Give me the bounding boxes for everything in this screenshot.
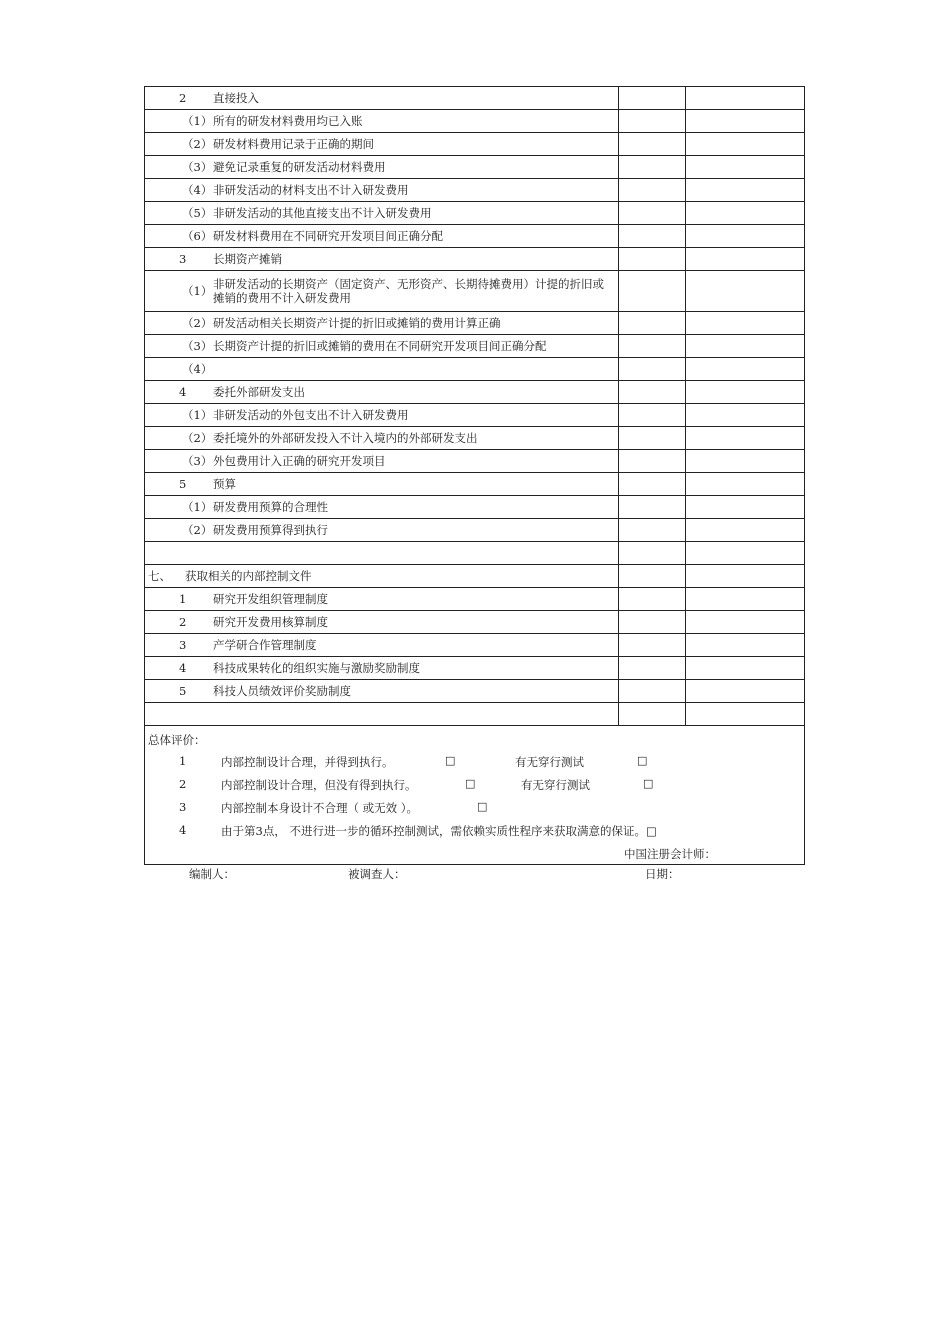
item-cell: [145, 87, 619, 110]
checklist-item: [145, 183, 618, 197]
checkbox[interactable]: □: [465, 777, 476, 790]
remark-cell: [686, 110, 805, 133]
remark-cell: [686, 271, 805, 312]
remark-cell: [686, 404, 805, 427]
item-index: （4）: [182, 183, 213, 197]
remark-cell: [686, 225, 805, 248]
section-number: 3: [179, 252, 187, 266]
cpa-signature-label: 中国注册会计师：: [624, 847, 716, 861]
result-cell: [619, 680, 686, 703]
result-cell: [619, 450, 686, 473]
item-cell: [145, 519, 619, 542]
result-cell: [619, 133, 686, 156]
checklist-item: [145, 523, 618, 537]
item-text: 研发活动相关长期资产计提的折旧或摊销的费用计算正确: [213, 316, 501, 330]
checklist-item: [145, 408, 618, 422]
checklist-item: [145, 362, 618, 376]
item-cell: [145, 358, 619, 381]
item-cell: [145, 133, 619, 156]
section-number: 2: [179, 91, 187, 105]
item-index: （2）: [182, 137, 213, 151]
walkthrough-label: 有无穿行测试: [521, 778, 590, 792]
table-row: [145, 179, 805, 202]
item-index: （3）: [182, 339, 213, 353]
section-7-title: 获取相关的内部控制文件: [185, 569, 312, 583]
item-index: （2）: [182, 316, 213, 330]
section-heading: [145, 91, 618, 105]
table-row: [145, 542, 805, 565]
item-text: 研发材料费用在不同研究开发项目间正确分配: [213, 229, 443, 243]
document-item: [145, 615, 618, 629]
document-item: [145, 592, 618, 606]
overall-evaluation-heading: 总体评价：: [148, 733, 206, 747]
result-cell: [619, 271, 686, 312]
remark-cell: [686, 179, 805, 202]
item-index: （1）: [182, 408, 213, 422]
section-title: 长期资产摊销: [213, 252, 282, 266]
result-cell: [619, 312, 686, 335]
remark-cell: [686, 565, 805, 588]
remark-cell: [686, 588, 805, 611]
item-cell: [145, 427, 619, 450]
checklist-item: [145, 229, 618, 243]
remark-cell: [686, 657, 805, 680]
checklist-item: [145, 431, 618, 445]
document-item: [145, 684, 618, 698]
item-cell: [145, 473, 619, 496]
item-cell: [145, 179, 619, 202]
section-heading: [145, 385, 618, 399]
remark-cell: [686, 496, 805, 519]
remark-cell: [686, 202, 805, 225]
table-row: [145, 133, 805, 156]
item-cell: [145, 611, 619, 634]
result-cell: [619, 202, 686, 225]
item-text: 长期资产计提的折旧或摊销的费用在不同研究开发项目间正确分配: [213, 339, 547, 353]
table-row: [145, 657, 805, 680]
table-row: [145, 611, 805, 634]
table-row: [145, 110, 805, 133]
result-cell: [619, 473, 686, 496]
table-row: [145, 404, 805, 427]
checkbox[interactable]: □: [477, 800, 488, 813]
table-row: [145, 335, 805, 358]
item-text: 外包费用计入正确的研究开发项目: [213, 454, 386, 468]
item-cell: [145, 225, 619, 248]
result-cell: [619, 703, 686, 726]
evaluation-sheet: [144, 86, 805, 865]
result-cell: [619, 657, 686, 680]
remark-cell: [686, 634, 805, 657]
item-cell: [145, 565, 619, 588]
document-number: 4: [179, 661, 187, 675]
item-text: 委托境外的外部研发投入不计入境内的外部研发支出: [213, 431, 478, 445]
table-row: [145, 87, 805, 110]
document-name: 科技成果转化的组织实施与激励奖励制度: [213, 661, 420, 675]
section-title: 直接投入: [213, 91, 259, 105]
document-number: 3: [179, 638, 187, 652]
checkbox[interactable]: □: [643, 777, 654, 790]
table-row: [145, 680, 805, 703]
option-number: 1: [179, 754, 187, 768]
checklist-item: [145, 160, 618, 174]
item-index: （1）: [182, 284, 213, 298]
remark-cell: [686, 335, 805, 358]
checklist-item: [145, 114, 618, 128]
checklist-item: [145, 454, 618, 468]
table-row: [145, 427, 805, 450]
table-row: [145, 271, 805, 312]
table-row: [145, 202, 805, 225]
result-cell: [619, 156, 686, 179]
result-cell: [619, 87, 686, 110]
result-cell: [619, 496, 686, 519]
result-cell: [619, 358, 686, 381]
item-index: （4）: [182, 362, 213, 376]
table-row: [145, 450, 805, 473]
control-checklist-table: [144, 86, 805, 726]
item-cell: [145, 496, 619, 519]
item-cell: [145, 335, 619, 358]
option-number: 4: [179, 823, 187, 837]
item-index: （3）: [182, 454, 213, 468]
table-row: [145, 312, 805, 335]
result-cell: [619, 179, 686, 202]
checklist-item: [145, 316, 618, 330]
checklist-item: [145, 137, 618, 151]
item-index: （2）: [182, 523, 213, 537]
preparer-label: 编制人：: [189, 867, 235, 881]
result-cell: [619, 519, 686, 542]
table-row: [145, 473, 805, 496]
item-text: 非研发活动的外包支出不计入研发费用: [213, 408, 409, 422]
checklist-item: [145, 339, 618, 353]
remark-cell: [686, 542, 805, 565]
item-text: 非研发活动的长期资产（固定资产、无形资产、长期待摊费用）计提的折旧或摊销的费用不计入研发费用: [213, 277, 604, 305]
date-label: 日期：: [645, 867, 680, 881]
section-number: 4: [179, 385, 187, 399]
checklist-item: [145, 500, 618, 514]
table-row: [145, 588, 805, 611]
item-text: 避免记录重复的研发活动材料费用: [213, 160, 386, 174]
remark-cell: [686, 519, 805, 542]
option-text: 内部控制本身设计不合理（ 或无效 ）。: [221, 801, 419, 815]
table-row: [145, 358, 805, 381]
section-7-heading: [145, 569, 618, 583]
item-cell: [145, 248, 619, 271]
result-cell: [619, 542, 686, 565]
option-text: 内部控制设计合理，但没有得到执行。: [221, 778, 417, 792]
item-index: （5）: [182, 206, 213, 220]
item-cell: [145, 588, 619, 611]
remark-cell: [686, 248, 805, 271]
table-row: [145, 519, 805, 542]
item-cell: [145, 312, 619, 335]
item-cell: [145, 404, 619, 427]
item-text: 非研发活动的材料支出不计入研发费用: [213, 183, 409, 197]
section-heading: [145, 477, 618, 491]
remark-cell: [686, 680, 805, 703]
table-row: [145, 225, 805, 248]
section-heading: [145, 252, 618, 266]
checklist-item: [145, 206, 618, 220]
result-cell: [619, 427, 686, 450]
document-number: 2: [179, 615, 187, 629]
item-text: 所有的研发材料费用均已入账: [213, 114, 363, 128]
item-cell: [145, 110, 619, 133]
option-text: 由于第3点， 不进行进一步的循环控制测试，需依赖实质性程序来获取满意的保证。□: [221, 824, 657, 838]
result-cell: [619, 110, 686, 133]
result-cell: [619, 248, 686, 271]
document-name: 产学研合作管理制度: [213, 638, 317, 652]
document-number: 5: [179, 684, 187, 698]
item-cell: [145, 271, 619, 312]
document-item: [145, 638, 618, 652]
result-cell: [619, 404, 686, 427]
document-name: 科技人员绩效评价奖励制度: [213, 684, 351, 698]
item-text: 研发费用预算的合理性: [213, 500, 328, 514]
document-name: 研究开发费用核算制度: [213, 615, 328, 629]
remark-cell: [686, 87, 805, 110]
result-cell: [619, 611, 686, 634]
item-cell: [145, 634, 619, 657]
table-row: [145, 565, 805, 588]
walkthrough-label: 有无穿行测试: [515, 755, 584, 769]
option-text: 内部控制设计合理，并得到执行。: [221, 755, 394, 769]
checkbox[interactable]: □: [637, 754, 648, 767]
remark-cell: [686, 427, 805, 450]
document-number: 1: [179, 592, 187, 606]
section-title: 预算: [213, 477, 236, 491]
table-row: [145, 496, 805, 519]
item-text: 研发材料费用记录于正确的期间: [213, 137, 374, 151]
item-cell: [145, 450, 619, 473]
item-index: （3）: [182, 160, 213, 174]
document-item: [145, 661, 618, 675]
item-index: （1）: [182, 500, 213, 514]
result-cell: [619, 381, 686, 404]
remark-cell: [686, 156, 805, 179]
option-number: 2: [179, 777, 187, 791]
item-text: 研发费用预算得到执行: [213, 523, 328, 537]
result-cell: [619, 335, 686, 358]
table-row: [145, 381, 805, 404]
remark-cell: [686, 703, 805, 726]
item-index: （2）: [182, 431, 213, 445]
result-cell: [619, 225, 686, 248]
item-cell: [145, 680, 619, 703]
result-cell: [619, 634, 686, 657]
checklist-body: [145, 87, 805, 726]
section-number: 5: [179, 477, 187, 491]
remark-cell: [686, 473, 805, 496]
item-index: （6）: [182, 229, 213, 243]
item-index: （1）: [182, 114, 213, 128]
remark-cell: [686, 450, 805, 473]
section-title: 委托外部研发支出: [213, 385, 305, 399]
item-cell: [145, 657, 619, 680]
table-row: [145, 703, 805, 726]
remark-cell: [686, 312, 805, 335]
checklist-item: [145, 277, 618, 305]
item-cell: [145, 202, 619, 225]
remark-cell: [686, 133, 805, 156]
item-text: 非研发活动的其他直接支出不计入研发费用: [213, 206, 432, 220]
remark-cell: [686, 381, 805, 404]
checkbox[interactable]: □: [445, 754, 456, 767]
table-row: [145, 156, 805, 179]
option-number: 3: [179, 800, 187, 814]
item-cell: [145, 381, 619, 404]
item-cell: [145, 542, 619, 565]
document-name: 研究开发组织管理制度: [213, 592, 328, 606]
remark-cell: [686, 611, 805, 634]
reviewee-label: 被调查人：: [348, 867, 406, 881]
remark-cell: [686, 358, 805, 381]
table-row: [145, 248, 805, 271]
section-7-label: 七、: [148, 569, 171, 583]
item-cell: [145, 703, 619, 726]
result-cell: [619, 588, 686, 611]
table-row: [145, 634, 805, 657]
overall-evaluation: [144, 726, 805, 865]
item-cell: [145, 156, 619, 179]
result-cell: [619, 565, 686, 588]
